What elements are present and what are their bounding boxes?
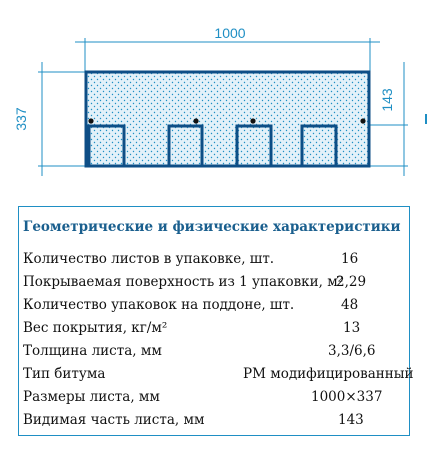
spec-value: 143 [338,412,364,428]
spec-value: 1000×337 [311,389,383,405]
shingle-tab [89,126,124,166]
nail-mark [250,118,255,123]
shingle-tab [237,126,271,166]
spec-value: 3,3/6,6 [328,343,376,359]
spec-row [19,412,409,434]
spec-label: Тип битума [23,366,106,382]
visible-dimension [365,62,408,176]
shingle-sheet [86,72,369,166]
spec-row [19,320,409,342]
shingle-tab [169,126,202,166]
nail-mark [88,118,93,123]
width-label: 1000 [214,25,246,41]
specs-panel [18,206,414,436]
spec-row [19,366,414,388]
spec-label: Покрываемая поверхность из 1 упаковки, м² [23,274,344,290]
spec-label: Толщина листа, мм [23,343,162,359]
spec-label: Количество листов в упаковке, шт. [23,251,275,267]
edge-mark [425,114,430,124]
spec-row [19,274,409,296]
visible-label: 143 [379,88,395,112]
spec-label: Размеры листа, мм [23,389,160,405]
spec-label: Видимая часть листа, мм [23,412,205,428]
spec-row [19,343,409,365]
spec-value: 16 [341,251,359,267]
spec-value: 2,29 [336,274,367,290]
shingle-tab [302,126,336,166]
spec-row [19,297,409,319]
nail-mark [360,118,365,123]
spec-value: 13 [343,320,361,336]
spec-row [19,251,409,273]
specs-title: Геометрические и физические характеристики [23,219,401,235]
spec-value: РМ модифицированный [243,366,414,382]
shingle-diagram [0,0,432,200]
spec-row [19,389,409,411]
spec-label: Вес покрытия, кг/м² [23,320,168,336]
spec-value: 48 [341,297,359,313]
nail-mark [193,118,198,123]
height-dimension [38,62,90,176]
width-dimension [75,38,380,72]
spec-label: Количество упаковок на поддоне, шт. [23,297,295,313]
height-label: 337 [13,107,29,131]
